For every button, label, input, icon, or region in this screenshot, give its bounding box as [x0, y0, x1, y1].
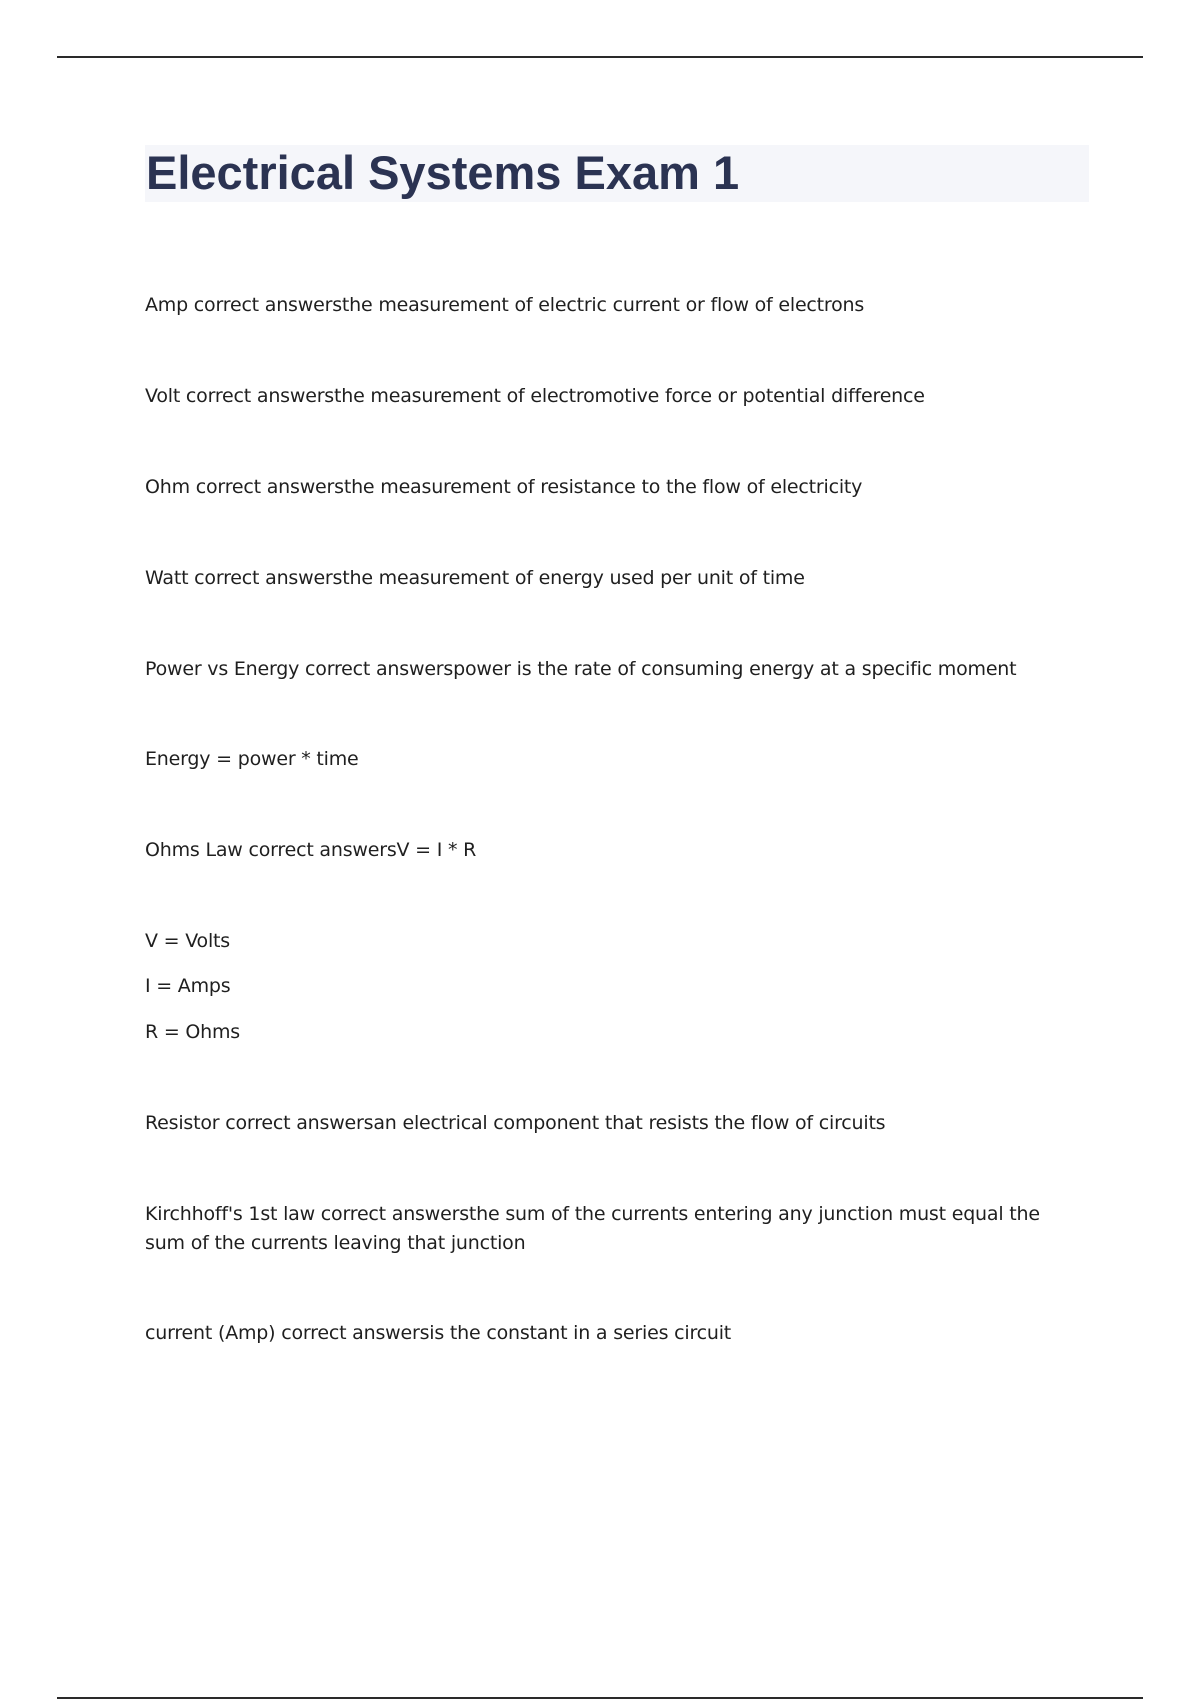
- text-line-r-ohms: R = Ohms: [145, 1021, 241, 1043]
- text-line-i-amps: I = Amps: [145, 975, 231, 997]
- page-title: Electrical Systems Exam 1: [146, 146, 740, 199]
- text-line-energy-formula: Energy = power * time: [145, 748, 359, 770]
- text-line-ohm: Ohm correct answersthe measurement of resistance to the flow of electricity: [145, 476, 863, 498]
- text-line-kirchhoff: Kirchhoff's 1st law correct answersthe sum of the currents entering any junction must equal the sum of the currents leaving that junction: [145, 1203, 1040, 1254]
- top-rule: [57, 56, 1143, 58]
- text-line-current: current (Amp) correct answersis the constant in a series circuit: [145, 1322, 732, 1344]
- text-line-amp: Amp correct answersthe measurement of electric current or flow of electrons: [145, 294, 865, 316]
- bottom-rule: [57, 1697, 1143, 1699]
- text-line-watt: Watt correct answersthe measurement of energy used per unit of time: [145, 567, 805, 589]
- text-line-ohms-law: Ohms Law correct answersV = I * R: [145, 839, 477, 861]
- text-line-volt: Volt correct answersthe measurement of electromotive force or potential difference: [145, 385, 925, 407]
- text-line-resistor: Resistor correct answersan electrical component that resists the flow of circuits: [145, 1112, 886, 1134]
- text-line-power-vs-energy: Power vs Energy correct answerspower is the rate of consuming energy at a specific moment: [145, 658, 1017, 680]
- text-line-v-volts: V = Volts: [145, 930, 230, 952]
